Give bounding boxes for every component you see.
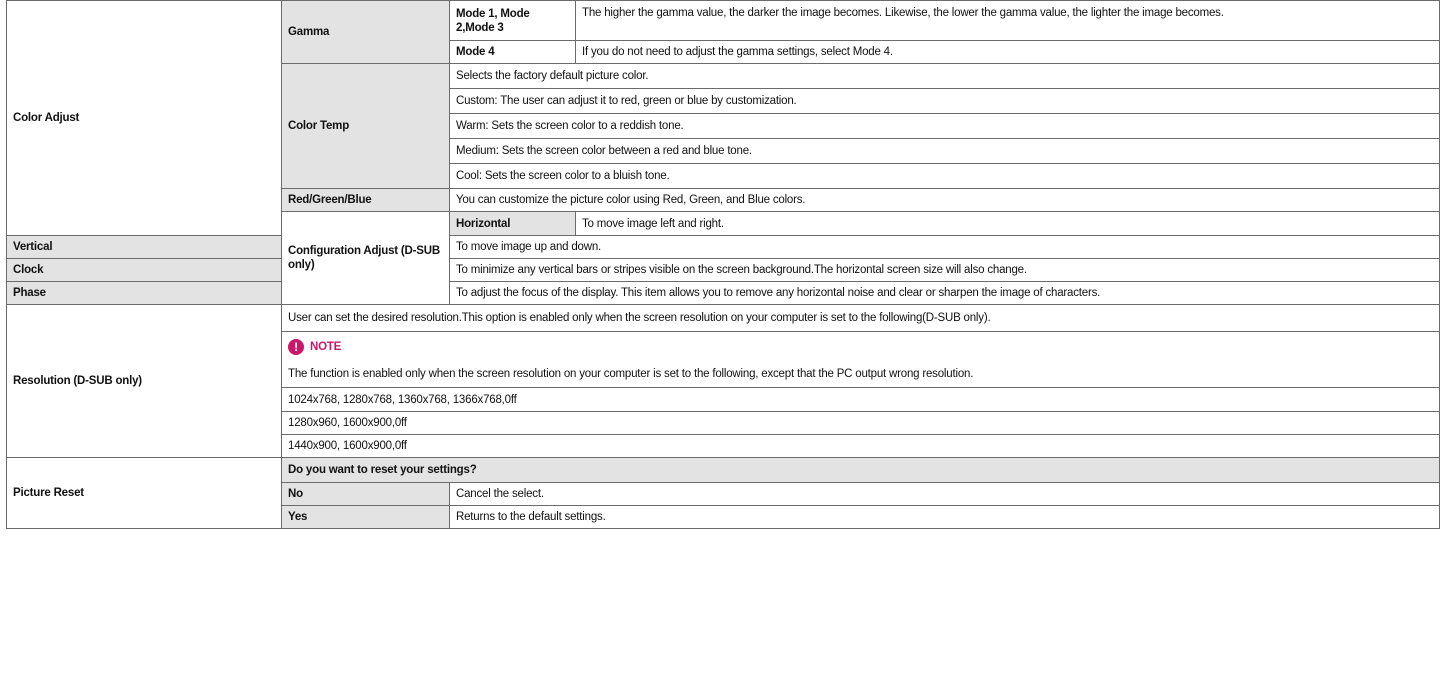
config-item-label: Horizontal [450,212,576,236]
color-temp-line: Medium: Sets the screen color between a red and blue tone. [450,139,1440,164]
config-item-desc: To move image left and right. [576,212,1440,236]
resolution-intro: User can set the desired resolution.This option is enabled only when the screen resolution on your computer is set to the following(D-SUB only). [282,305,1440,332]
rgb-desc: You can customize the picture color using Red, Green, and Blue colors. [450,189,1440,212]
note-title: NOTE [310,340,342,353]
reset-option-yes-desc: Returns to the default settings. [450,506,1440,529]
color-temp-line: Warm: Sets the screen color to a reddish tone. [450,114,1440,139]
gamma-mode4-label: Mode 4 [450,41,576,64]
note-text: The function is enabled only when the screen resolution on your computer is set to the following, except that the PC output wrong resolution. [282,362,1440,388]
reset-option-no-label: No [282,483,450,506]
reset-option-no-desc: Cancel the select. [450,483,1440,506]
config-adjust-label: Configuration Adjust (D-SUB only) [282,212,450,305]
config-item-label: Phase [7,282,282,305]
gamma-mode123-label: Mode 1, Mode 2,Mode 3 [450,1,576,41]
config-item-desc: To move image up and down. [450,236,1440,259]
gamma-mode4-desc: If you do not need to adjust the gamma settings, select Mode 4. [576,41,1440,64]
color-temp-line: Custom: The user can adjust it to red, green or blue by customization. [450,89,1440,114]
picture-reset-label: Picture Reset [7,458,282,529]
gamma-label: Gamma [282,1,450,64]
color-temp-line: Selects the factory default picture color. [450,64,1440,89]
picture-reset-question: Do you want to reset your settings? [282,458,1440,483]
resolution-option: 1280x960, 1600x900,0ff [282,412,1440,435]
color-temp-label: Color Temp [282,64,450,189]
color-adjust-label: Color Adjust [7,1,282,236]
config-item-label: Vertical [7,236,282,259]
note-exclamation-icon: ! [288,339,304,355]
rgb-label: Red/Green/Blue [282,189,450,212]
resolution-label: Resolution (D-SUB only) [7,305,282,458]
color-temp-line: Cool: Sets the screen color to a bluish tone. [450,164,1440,189]
settings-table [6,0,1440,529]
config-item-desc: To adjust the focus of the display. This item allows you to remove any horizontal noise and clear or sharpen the image of characters. [450,282,1440,305]
resolution-option: 1440x900, 1600x900,0ff [282,435,1440,458]
note-heading [282,332,1440,362]
reset-option-yes-label: Yes [282,506,450,529]
config-item-desc: To minimize any vertical bars or stripes visible on the screen background.The horizontal screen size will also change. [450,259,1440,282]
resolution-option: 1024x768, 1280x768, 1360x768, 1366x768,0ff [282,388,1440,412]
gamma-mode123-desc: The higher the gamma value, the darker the image becomes. Likewise, the lower the gamma value, the lighter the image becomes. [576,1,1440,41]
config-item-label: Clock [7,259,282,282]
